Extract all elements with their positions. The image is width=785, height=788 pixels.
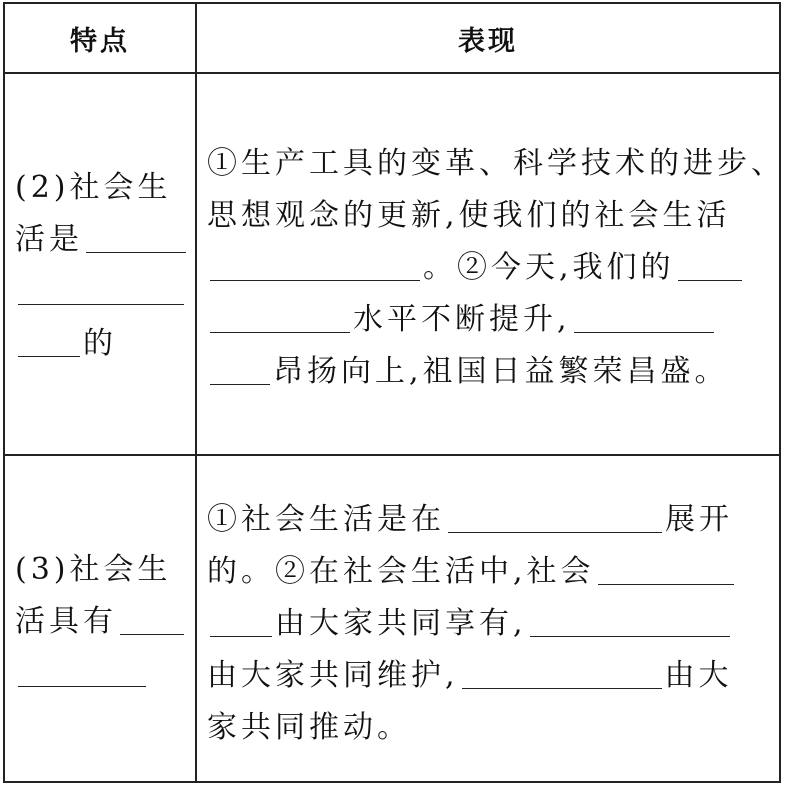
row2-text-line2: 思想观念的更新,使我们的社会生活 bbox=[207, 198, 731, 233]
answer-blank[interactable] bbox=[210, 606, 272, 637]
answer-blank[interactable] bbox=[448, 502, 662, 533]
row2-text-line4: 水平不断提升, bbox=[353, 302, 571, 337]
header-manifestation: 表现 bbox=[458, 25, 518, 57]
row3-feature-cell bbox=[15, 544, 187, 700]
row2-feature-line4: 的 bbox=[83, 326, 117, 361]
row3-text-line3: 由大家共同享有, bbox=[275, 606, 527, 641]
row3-feature-line2: 活具有 bbox=[15, 604, 117, 639]
header-divider bbox=[5, 72, 779, 74]
row3-text-line4b: 由大 bbox=[664, 658, 733, 693]
answer-blank[interactable] bbox=[18, 326, 80, 357]
answer-blank[interactable] bbox=[678, 250, 742, 281]
row3-text-line5: 家共同推动。 bbox=[207, 710, 411, 745]
answer-blank[interactable] bbox=[210, 302, 350, 333]
row2-feature-cell bbox=[15, 162, 189, 370]
row3-text-line2: 的。②在社会生活中,社会 bbox=[207, 554, 595, 589]
answer-blank[interactable] bbox=[18, 656, 146, 687]
row3-text-line4a: 由大家共同维护, bbox=[207, 658, 459, 693]
row3-feature-line1: (3)社会生 bbox=[15, 552, 172, 587]
row2-text-line5: 昂扬向上,祖国日益繁荣昌盛。 bbox=[273, 354, 729, 389]
row2-manifestation-cell bbox=[207, 138, 785, 398]
row2-feature-line2: 活是 bbox=[15, 222, 83, 257]
answer-blank[interactable] bbox=[462, 658, 662, 689]
fill-in-table bbox=[3, 2, 785, 783]
row3-manifestation-cell bbox=[207, 494, 737, 754]
row2-feature-line1: (2)社会生 bbox=[15, 170, 172, 205]
row3-text-line1a: ①社会生活是在 bbox=[207, 502, 445, 537]
header-feature: 特点 bbox=[70, 25, 130, 57]
answer-blank[interactable] bbox=[18, 274, 184, 305]
answer-blank[interactable] bbox=[598, 554, 734, 585]
row2-text-line1: ①生产工具的变革、科学技术的进步、 bbox=[207, 146, 785, 181]
answer-blank[interactable] bbox=[120, 604, 184, 635]
answer-blank[interactable] bbox=[210, 250, 420, 281]
answer-blank[interactable] bbox=[86, 222, 186, 253]
column-divider bbox=[195, 4, 197, 781]
row-divider bbox=[5, 454, 779, 456]
answer-blank[interactable] bbox=[574, 302, 714, 333]
row2-text-line3: 。②今天,我们的 bbox=[423, 250, 675, 285]
row3-text-line1b: 展开 bbox=[665, 502, 733, 537]
answer-blank[interactable] bbox=[210, 354, 270, 385]
answer-blank[interactable] bbox=[530, 606, 730, 637]
